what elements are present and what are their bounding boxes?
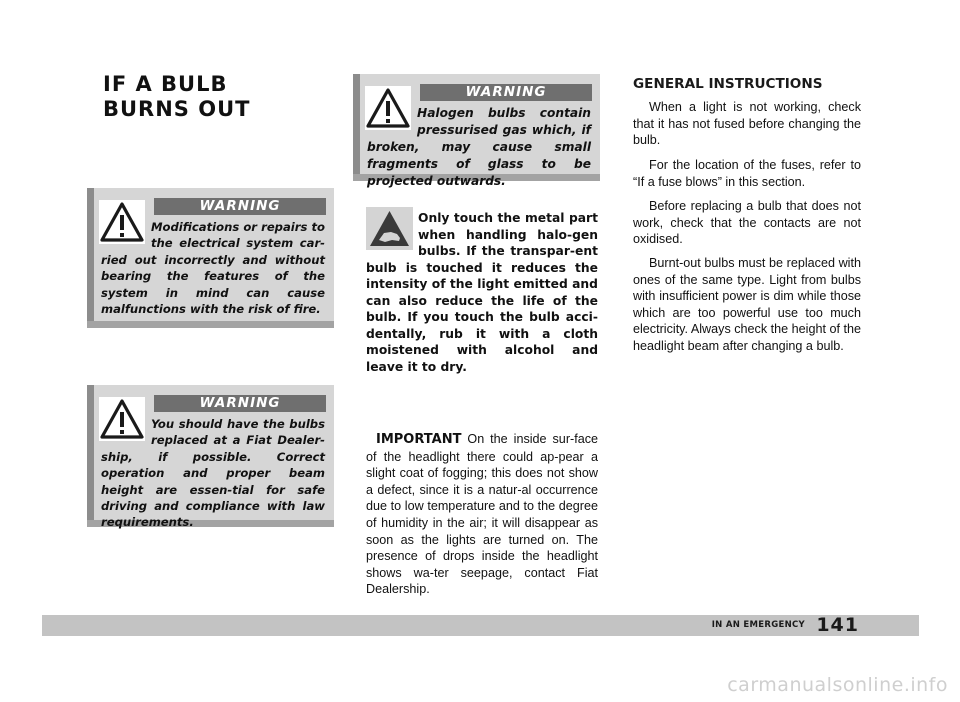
warning-text: Halogen bulbs contain pressurised gas which, if broken, may cause small fragments of glass to be projected outwards.	[367, 106, 591, 188]
panel-edge-left	[87, 188, 94, 328]
important-note	[366, 431, 598, 598]
footer-section-title: IN AN EMERGENCY	[711, 620, 805, 630]
important-text: On the inside sur-face of the headlight there could ap-pear a slight coat of fogging; this does not show a defect, since it is a natur-al occurrence due to low temperature and to the degree of humidity in the air; it will disappear as soon as the lights are turned on. The presence of drops inside the headlight shows wa-ter seepage, contact Fiat Dealership.	[366, 432, 599, 597]
page-title-line-1: IF A BULB	[103, 72, 228, 96]
paragraph-text: Before replacing a bulb that does not work, check that the contacts are not oxidised.	[633, 199, 861, 247]
warning-label: WARNING	[420, 84, 592, 101]
page-footer	[42, 615, 919, 636]
bulb-handling-note: Only touch the metal part when handling halo-gen bulbs. If the transpar-ent bulb is touched it reduces the intensity of the light emitted and can also reduce the life of the bulb. If you touch the bulb acci-dentally, rub it with a cloth moistened with alcohol and leave it to dry.	[366, 211, 598, 374]
general-paragraph	[633, 255, 861, 355]
page-title	[103, 72, 250, 122]
watermark: carmanualsonline.info	[727, 674, 948, 696]
paragraph-text: When a light is not working, check that it has not fused before changing the bulb.	[633, 100, 861, 148]
general-paragraph	[633, 198, 861, 248]
warning-text: You should have the bulbs replaced at a Fiat Dealer-ship, if possible. Correct operation and proper beam height are essen-tial for safe driving and compliance with law requirements.	[101, 417, 325, 530]
warning-label: WARNING	[154, 198, 326, 215]
warning-box-halogen	[353, 74, 600, 188]
warning-text: Modifications or repairs to the electrical system car-ried out incorrectly and without bearing the features of the system in mind can cause malfunctions with the risk of fire.	[101, 220, 325, 317]
paragraph-text: For the location of the fuses, refer to “If a fuse blows” in this section.	[633, 158, 861, 189]
general-paragraph	[633, 157, 861, 190]
page-number: 141	[816, 614, 859, 636]
general-paragraph	[633, 99, 861, 149]
important-keyword: IMPORTANT	[376, 432, 462, 447]
warning-box-electrical	[87, 188, 334, 328]
warning-label: WARNING	[154, 395, 326, 412]
general-instructions-heading: GENERAL INSTRUCTIONS	[633, 76, 823, 92]
page-title-line-2: BURNS OUT	[103, 97, 251, 121]
panel-edge-left	[87, 385, 94, 527]
panel-edge-left	[353, 74, 360, 181]
warning-box-dealership	[87, 385, 334, 530]
panel-edge-bottom	[87, 321, 334, 328]
paragraph-text: Burnt-out bulbs must be replaced with ones of the same type. Light from bulbs with insufficient power is dim while those which are too powerful use too much electricity. Always check the height of the headlight beam after changing a bulb.	[633, 256, 861, 353]
